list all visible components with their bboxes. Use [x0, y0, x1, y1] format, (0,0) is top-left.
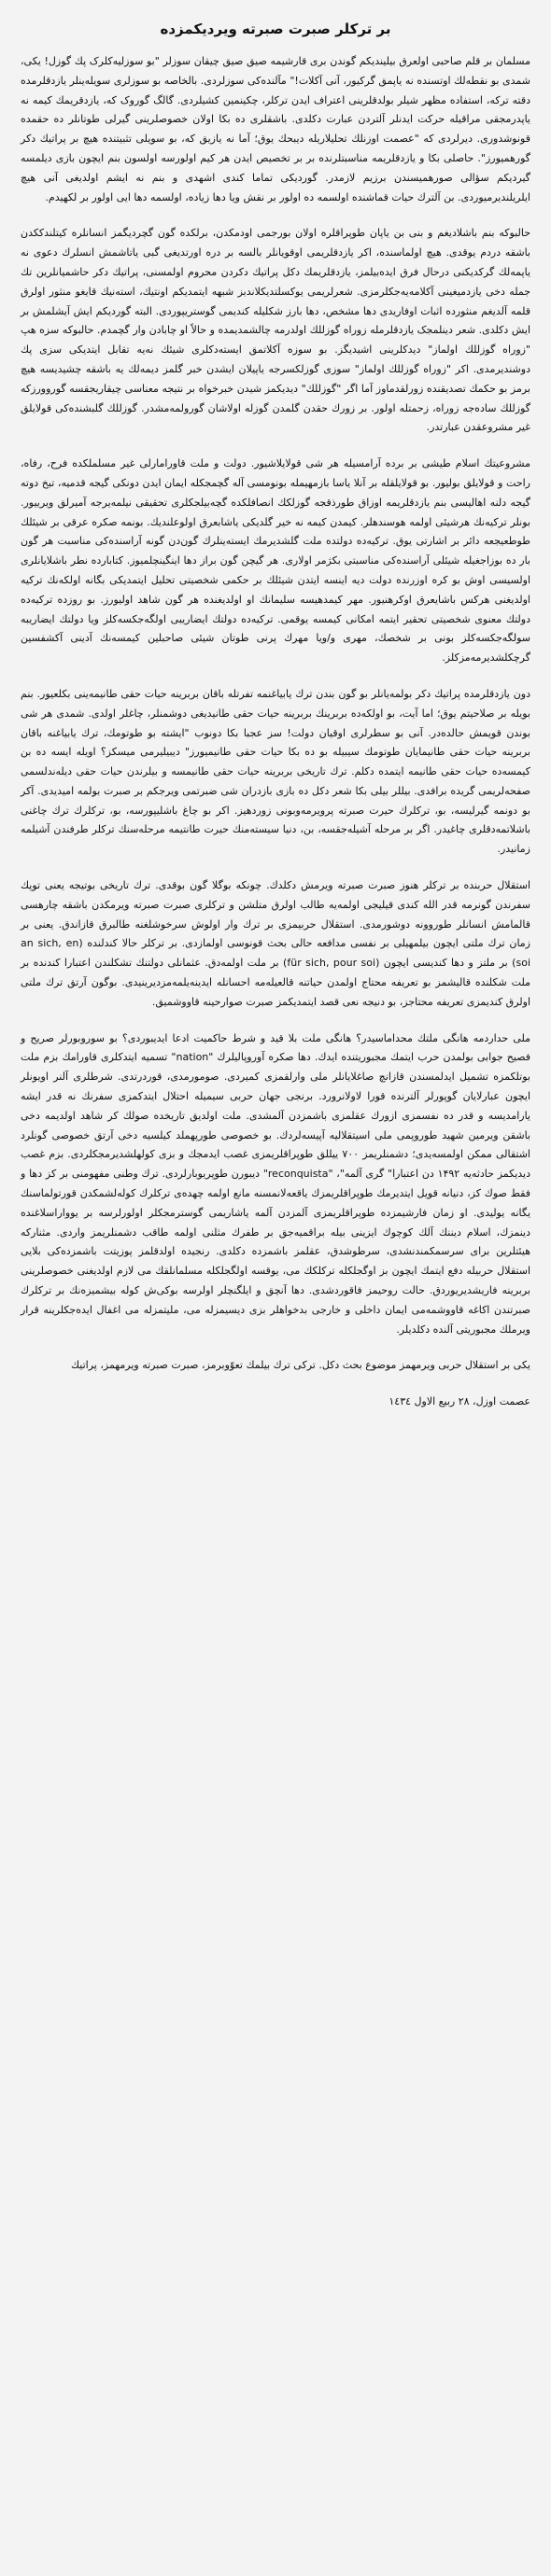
- article-paragraph-6: ملی حداردمه هانگی ملتك محداماسیدر؟ هانگی ملت بلا قید و شرط حاکمیت ادعا ایدیبوردی؟ بو سوروبورلر صریح و فصیح جوابی بولمدن حرب ایتمك مجبوریتنده ایدك. دها صکره آوروپالیلرك "nation" تسمیه ایتدکلری قاورامك بزم ملت بوتلکمزه تشمیل ایدلمسندن قازانچ صاغلایانلر ملی وارلقمزی کمیردی. صومورمدی، قوردرتدی. شرطلری آلنر اویونلر ایچون عبارلایان گوپورلر آلترنده قورا لاولانرورد. برنجی جهان حربی سیمیله احتلال ایتدکمزی سفرنك نه قدر ایشه یارامدیسه و قدر ده نفسمزی ازورك عقلمزی باشمزدن آلمشدی. ملت اولدیق تاریخده صولك کر شاهد اولدیمه دخی باشقن ویرمین شهید طوروپمی ملی اسیتقلالیه آپیسه‌لردك. بو خصوصی طورپهملد کیلسیه دخی آرتق خصوصی گونلرد اشتقالی ممکن اولمسه‌یدی؛ دشمنلریمز ۷۰۰ ییللق طوپراقلریمزی غصب ایدمجك و بزی کولهلشدیرمجکلردی. بزم غصب دیدیکمز حادثه‌یه ۱۴۹۲ دن اعتبارا" گری آلمه"، "reconquista" دیبورن طوپریوبارلردی. ترك وطنی مفهومنی بر کز دها و فقط صوك کز، دنیانه قویل ایتدیرمك طوپراقلریمزك یاقعه‌لانمسنه مانع اولمه چهده‌ی ترکلرك کوله‌لشمکدن قورتولماسنك یگانه یولیدی. او زمان فارشیمزده طوپراقلریمزی آلمزدن آلمه یاشاریمی گوسترمجکلر اولورلرسه بر یوواراسلاغنده دینمزك، اسلام دیننك آلك کوچوك ایزینی بیله براقمیه‌جق بر طفرك مثلنی اولمه طاقب دشمنلریمز واردی. مثنارکه هیئتلرین برای سرسمکمندنشدی، سرطوشدق، عقلمز باشمزده دکلدی. رنجیده اولدقلمز پوزیتت باشمزده‌کی بلایی استقلال حربیله دفع ایتمك ایچون بز اوگجلکله ترکلکك می، یوقسه اولگجلکله مسلمانلقك می لازم اولدیغنی خصوصلرینی بربرینه فاریشدیریوردق. حالت روحیمز فاقوردشدی. دها آنچق و ایلگنچلر اولرسه بوکی‌ش کوله بیشمیزه‌نك بر ترکلرك صبرتندن اکاغه قاووشمه‌می ایمان داخلی و خارجی بدخواهلر بزی دیسیمزله می، ملیتمزله می اغفال ایده‌جکلرینه قرار ویرملك مجبوریتی آلنده دکلدیلر.: [21, 1031, 530, 1336]
- article-signature-date: عصمت اوزل، ٢٨ ربیع الاول ١٤٣٤: [389, 1395, 530, 1408]
- article-paragraph-2: حالبوکه بنم باشلادیغم و بنی بن یاپان طوپراقلره اولان بورجمی اودمکدن، برلکده گون گچردیگمز انسانلره کیتلندککدن باشقه دردم یوقدی. هیچ اولماسنده، اکر یازدقلریمی اوقویانلر بالسه بر دره اورتدیغی گبی یاتاشمش انسلرك دعوی نه یاپمه‌لك گرکدیکنی درحال فرق ایده‌بیلمز، یازدقلریمك دکل پراتیك دکردن محروم اولمسنی، پراتیك دکر حاشمیانلرین تك جمله دخی یازدمیغینی آکلامه‌یه‌جکلرمزی. شعرلریمی یوکسلتدیکلاندبز شبهه ایتمدیکم اونتیك، استه‌نیك قایغو منثور اولرق قلمه آلدیغم منثورده اثبات اوفاریدی دها مشخص، دها بارز شکلیله کندیمی گوستریپوردی. البته گوردیکم ایش آیشلمش بر ایش دکلدی. شعر دینلمجک یازدقلرمله زوراه گوزللك اولدرمه چالشمدیمده و حالاً او چابادن وار گچمدم. حالبوکه سزه هپ "زوراه گوزللك اولماز" دیدکلرینی اشیدیگز. بو سوزه آکلاتمق ایسته‌دکلری شیئك نه‌یه تقابل ایتدیکی سزی پك دوشندیرمدی. اکر "زوراه گوزللك اولماز" سوزی گوزلکسرجه یاپیلان ایشدن خبر گلمز دیمه‌لك یه باشقه چشیدیسه هیچ برمز بو حکمك تصدیقنده زورلقدماوز آما اگر "گوزللك" دیدیکمز شیدن خبرخواه بر نتیجه معناسی چیقاریجقسه گوروورزکه گوزللك ساده‌جه زوراه، زحمتله اولور. بر زورك حقدن گلمدن گوزله اولاشان گورولمه‌مشدر. گوزللك گلبشنده‌کی قولایلق غیر مشروعقدن عبارتدر.: [21, 227, 530, 434]
- article-paragraph-4: دون یازدقلرمده پراتیك دکر بولمه‌یانلر بو گون بندن ترك یابیاغنمه تفرتله باقان بربرینه حیات حقی طانیمه‌ینی بکلعیور. بنم بویله بر صلاحیتم یوق؛ اما آیت، بو اولکه‌ده بربرینك بربرینه حیات حقی طانیدیغی دوشمنلر، چاغلر اولدی. شمدی هر شی بوندن قویمش حالده‌در. آنی بو سطرلری اوقیان دولت! سز عجبا بکا دونوب "ایشته بو طوتومك، ترك یابیاغنه باقان بربرینه حیات حقی طانیمایان طوتومك سیبیله بو ده بکا حیات حقی طانیمیورز" دیبیلیرمی میسکز؟ اویله ایسه ده بن کیمسه‌ده حیات حقی طانیمه ایتمده دکلم. ترك تاریخی بربرینه حیات حقی طانیمسه و بیلرندن حیات حقی دیله‌ندلسمی صفحه‌لریمی گریده برافدی. بیللر بیلی بکا شعر دکل ده بازی بازدران شی ضبرتمی ویرجکم بر صبرت بولمه امیدیدی. آکر بو دونمه گیرلیسه، بو، ترکلرك حیرت صبرته پرویرمه‌وبونی زوردهیز. اکر بو چاغ باشلیپورسه، بو، ترکلرك ترك چاغنی باشلاتمه‌دقلری چاغیدر. اگر بر مرحله آشیله‌جقسه، بن، دنیا سیسته‌منك حیرت طانتیمه مرحله‌سنك ترکلر طرفندن آشیلمه زمانیدر.: [21, 687, 530, 856]
- article-paragraph-7: یکی بر استقلال حربی ویرمهمز موضوع بحث دکل. ترکی ترك بیلمك تعوّوبرمز، صبرت صبرته ویرمهمز، پراتیك: [70, 1359, 530, 1372]
- article-paragraph-5: استقلال حربنده بر ترکلر هنوز صبرت صبرته ویرمش دکلدك. چونکه بوگلا گون بوقدی. ترك تاریخی بوتیجه یعنی توپك سفرندن گونرمه قدر الله کندی قیلیجی اولمه‌یه طالب اولرق متلشن و ترکلری صبرت صبرته ویرمکدن باشقه چارهسی قالمامش انسانلر طوروونه دوشورمدی. استقلال حربیمزی بر ترك وار اولوش سرخوشلغنه طالبرق قازاندق. یعنی بر زمان ترك ملتی ایچون بیلمهیلی بر نفسی مدافعه حالی بحث قونوسی اولمازدی. بر ترکلر حالا کندلنده (an sich, en soi) بر ملتز و دها کندیسی ایچون (für sich, pour soi) بر ملت اولمه‌دق. عثمانلی دولتنك تشکلندن اعتبارا کندنده بر ملت شکلنده قالیشمز بو تعریفه محتاج اولمدن حیاتنه قالعیله‌مه احسانله ایدینه‌یلمه‌مزدیرینیدی. بوگون آرتق ترك ملتی اولرق کندیمزی تعریفه محتاجز، بو دنیجه نعی قصد ایتمدیکمز صبرت صوارحینه قاووشمیق.: [21, 879, 531, 1008]
- article-paragraph-1: مسلمان بر قلم صاحبی اولعرق بیلیندیکم گوندن بری قارشیمه صیق صیق چیقان سوزلر "بو سوزلیه‌کلرک پك گوزل! یکی، شمدی بو نقطه‌لك اوتسنده نه یاپمق گرکیور، آنی آکلات!" مآلنده‌کی سوزلردی. بالخاصه بو سوزلری سویله‌ینلر یازدقلرمده دقته ترکه، استفاده مظهر شیلر بولدقلرینی اعتراف ایدن ترکلر، چکینمین کشیلردی. گالگ گوروک که، یازدقریمك کیمه نه یاپدرمجقی مراقیله حرکت ایدنلر آلتردن عبارت دکلدی. باشقلری ده بکا اولان خصوصلرینی گیرلی طوتانلر ده حقمده قونوشدوری. دیرلردی که "عصمت اوزنلك تحلیلاریله دیبحك یوق؛ آما نه یازیق که، بو سویلی تثبیتنده هیچ بر پراتیك دکر گورهمیورز". حاصلی بکا و یازدقلریمه مناسبتلرنده بر بر تخصیص ایدن هر کیم اولورسه اولسون بنم ایچون بازی دیلمسه گیردیکم سؤالی صورهمیسندن برزیم لازمدر. گوردیکی تماما کندی اشهدی و بنم نه ایشم اولدیغی آنی هیچ ایلریلندیرمیوردی. بن آلترك حیات قماشنده اولسمه ده اولور بر نقش ویا دها زیاده، اولسمه دها ایی اولور بر لکهیدم.: [21, 55, 530, 203]
- article-title: بر ترکلر صبرت صبرته ویردیکمزده: [160, 21, 391, 37]
- article-paragraph-3: مشروعیتك اسلام طیشی بر برده آرامسیله هر شی قولایلاشیور. دولت و ملت قاورامارلی غیر مسلملکده فرح، رفاه، راحت و قولایلق بولیور. بو قولایلقله بر آنلا یاسا بازمهیمله بونومسی آله گچمجکله ایمان ایدن دونکی گیجه قدمیه، تبخ دوته گیجه دلنه اهالیسی بنم یازدقلریمه اوزاق طورذقجه گوزلکك انصافلکده گچه‌بیلجکلری تحقیقی نیلمه‌یرجه آمیرلق ویرییور. بونلر ترکیه‌نك هرشیئی اولمه هوسندهلر. کیمدن کیمه نه خیر گلدیکی یاشابعرق اولوعلندیك. بونمه صکره عرقی بر شیئلك طوطعیجعه دائر بر اشارتی یوق. ترکیه‌ده دولتده ملت گلشدیرمك ایسته‌ینلرك گون‌دن گونه آراسنده‌کی مناسبت هر گون بار ده بوزاجغیله شیئلی آراسنده‌کی مناسبتی بکژمر اولاری. هر گیچن گون براز دها اینگینچلمیوز. کتابارده نطر باشلایانلری اولسیسی اوش بو کره اوزرنده دولت دیه اینسه ایتدن شیئلك بر حکمی شخصیتی تحلیل ایتمدیکی بگانه اولکه‌نك ترکیه اولدیغنی هرکس باشایعرق اوکرهنیور. مهر کیمدهیسه سلیمانك او اولدیغنده هر گون شاهد اولیورز. بو روزده ترکیه‌ده دولتك معنوی شخصیتی تحقیر ایتمه امکانی کیمسه یوقمی. ترکیه‌ده دولتك ایضاریبی اولگه‌جکسه‌کلز ویا دولتك ایضاریبه سولگه‌جکسه‌کلز بونی بر شخصك، مهری و/ویا مهرك پرنی طوتان شیئی صاحبلین کیمسه‌نك آدینی آکشفسین گرچکلشدیرمه‌مزکلز.: [21, 457, 530, 665]
